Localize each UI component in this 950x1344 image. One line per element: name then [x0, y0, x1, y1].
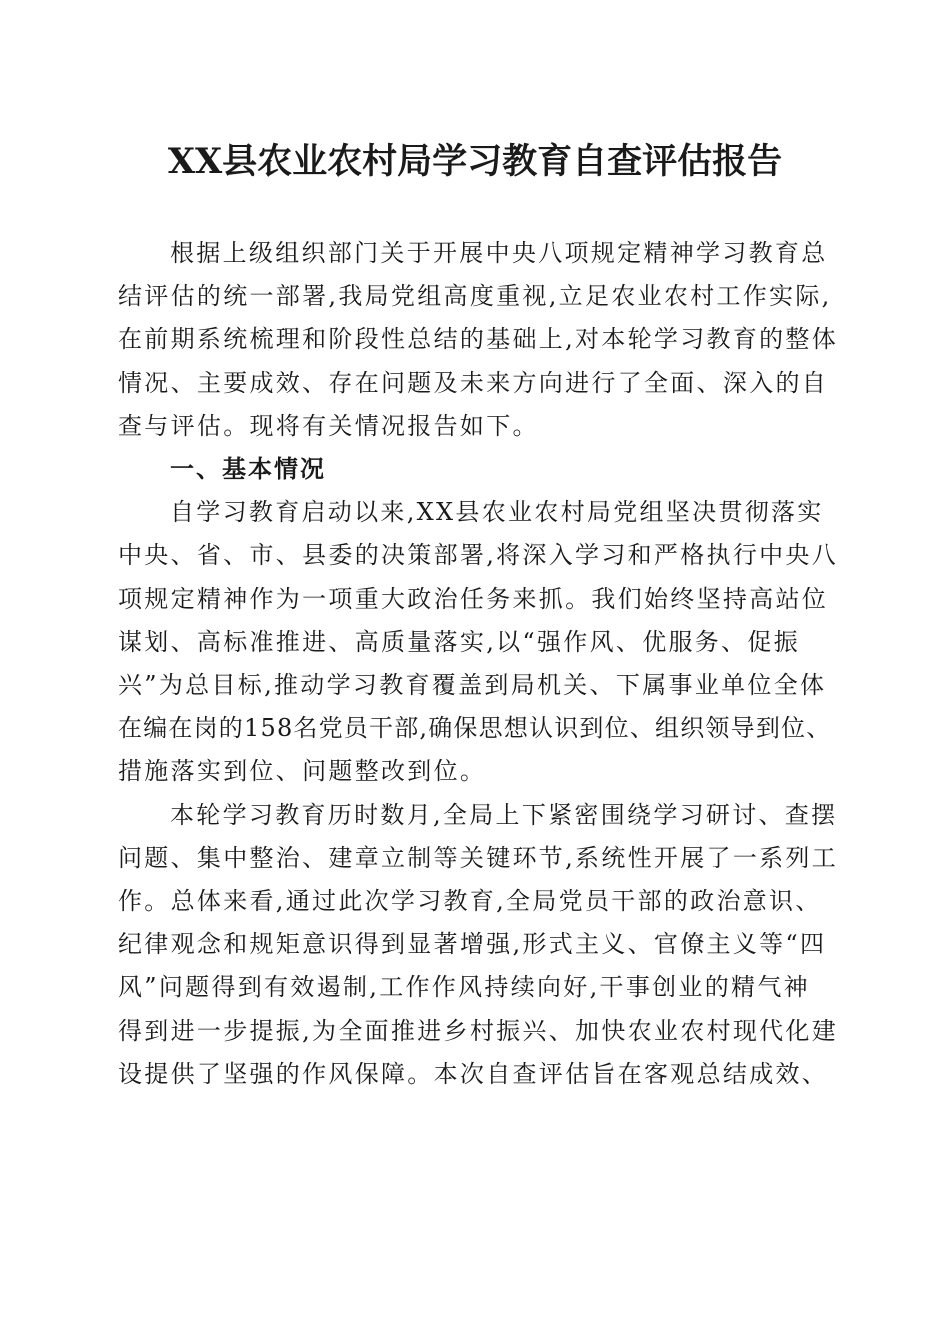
- paragraph-line: 兴”为总目标,推动学习教育覆盖到局机关、下属事业单位全体: [118, 671, 827, 700]
- paragraph-line: 措施落实到位、问题整改到位。: [118, 757, 487, 786]
- paragraph-line: 得到进一步提振,为全面推进乡村振兴、加快农业农村现代化建: [118, 1016, 839, 1045]
- paragraph-line: 在编在岗的158名党员干部,确保思想认识到位、组织领导到位、: [118, 714, 832, 743]
- paragraph-line: 设提供了坚强的作风保障。本次自查评估旨在客观总结成效、: [118, 1059, 829, 1088]
- intro-line: 根据上级组织部门关于开展中央八项规定精神学习教育总: [170, 239, 828, 267]
- intro-line: 情况、主要成效、存在问题及未来方向进行了全面、深入的自: [118, 368, 829, 397]
- section-heading-basic-situation: 一、基本情况: [170, 455, 326, 484]
- paragraph-line: 本轮学习教育历时数月,全局上下紧密围绕学习研讨、查摆: [170, 800, 838, 829]
- paragraph-line: 作。总体来看,通过此次学习教育,全局党员干部的政治意识、: [118, 887, 822, 916]
- intro-paragraph: [118, 232, 840, 448]
- document-title: XX县农业农村局学习教育自查评估报告: [167, 141, 783, 182]
- document-body: [118, 232, 840, 1096]
- paragraph-line: 中央、省、市、县委的决策部署,将深入学习和严格执行中央八: [118, 541, 839, 570]
- paragraph-line: 自学习教育启动以来,XX县农业农村局党组坚决贯彻落实: [170, 498, 824, 527]
- section1-paragraph-1: [118, 491, 840, 793]
- paragraph-line: 谋划、高标准推进、高质量落实,以“强作风、优服务、促振: [118, 627, 800, 656]
- intro-line: 查与评估。现将有关情况报告如下。: [118, 411, 539, 440]
- paragraph-line: 纪律观念和规矩意识得到显著增强,形式主义、官僚主义等“四: [118, 930, 827, 959]
- paragraph-line: 项规定精神作为一项重大政治任务来抓。我们始终坚持高站位: [118, 584, 829, 613]
- paragraph-line: 问题、集中整治、建章立制等关键环节,系统性开展了一系列工: [118, 843, 839, 872]
- paragraph-line: 风”问题得到有效遏制,工作作风持续向好,干事创业的精气神: [118, 973, 810, 1002]
- section1-paragraph-2: [118, 794, 840, 1096]
- intro-line: 在前期系统梳理和阶段性总结的基础上,对本轮学习教育的整体: [118, 325, 839, 354]
- intro-line: 结评估的统一部署,我局党组高度重视,立足农业农村工作实际,: [118, 282, 832, 311]
